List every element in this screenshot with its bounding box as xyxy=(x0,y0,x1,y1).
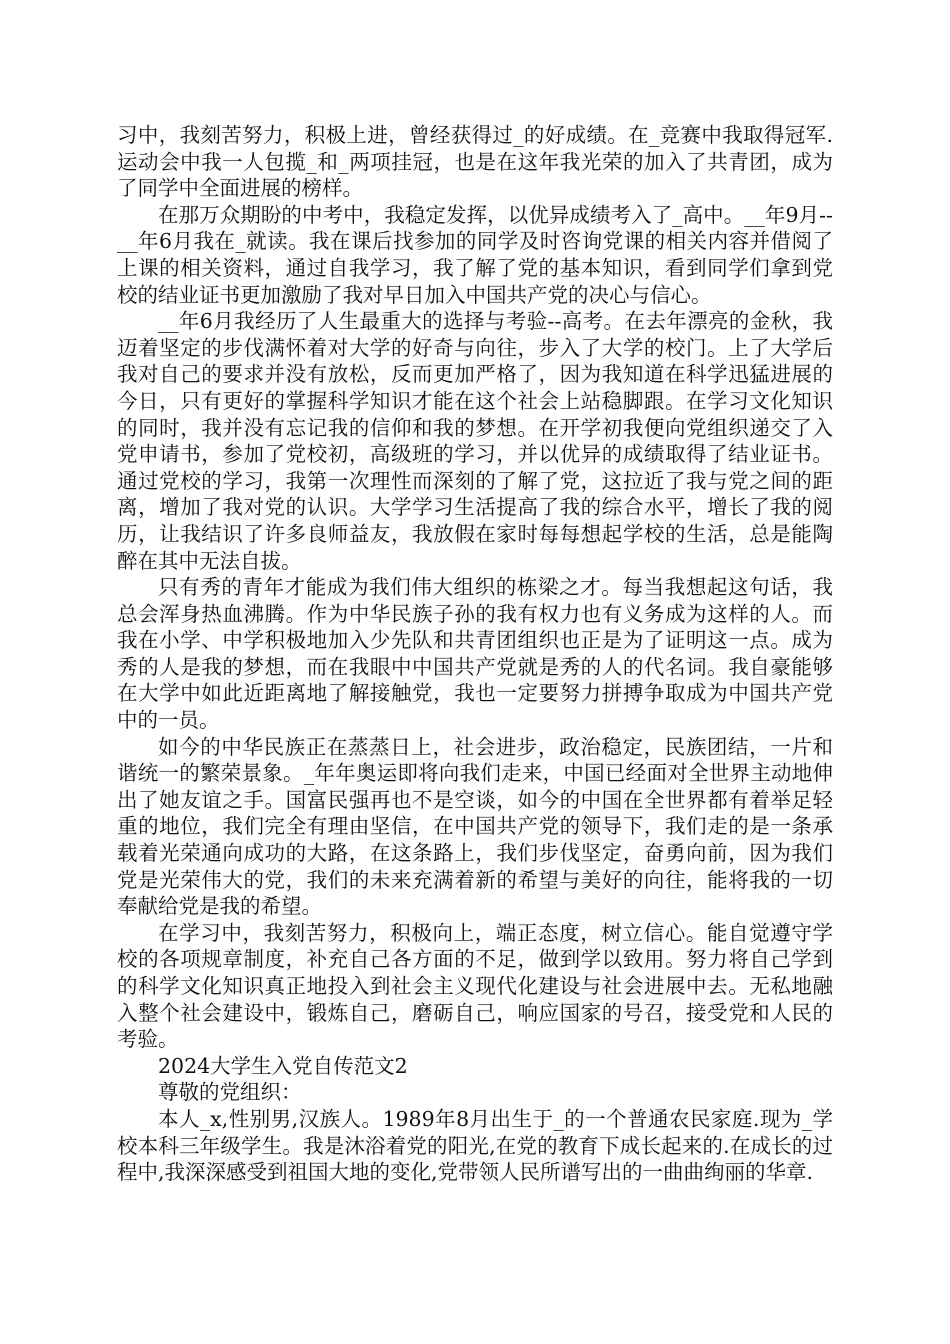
paragraph-college: __年6月我经历了人生最重大的选择与考验--高考。在去年漂亮的金秋，我迈着坚定的步伐满怀着对大学的好奇与向往，步入了大学的校门。上了大学后我对自己的要求并没有放松，反而更加严格了，因为我知道在科学迅猛进展的今日，只有更好的掌握科学知识才能在这个社会上站稳脚跟。在学习文化知识的同时，我并没有忘记我的信仰和我的梦想。在开学初我便向党组织递交了入党申请书，参加了党校初，高级班的学习，并以优异的成绩取得了结业证书。通过党校的学习，我第一次理性而深刻的了解了党，这拉近了我与党之间的距离，增加了我对党的认识。大学学习生活提高了我的综合水平，增长了我的阅历，让我结识了许多良师益友，我放假在家时每每想起学校的生活，总是能陶醉在其中无法自拔。 xyxy=(117,309,833,573)
paragraph-high-school: 在那万众期盼的中考中，我稳定发挥，以优异成绩考入了_高中。__年9月--__年6月我在_就读。我在课后找参加的同学及时咨询党课的相关内容并借阅了上课的相关资料，通过自我学习，我了解了党的基本知识，看到同学们拿到党校的结业证书更加激励了我对早日加入中国共产党的决心与信心。 xyxy=(117,202,833,307)
paragraph-introduction: 本人_x,性别男,汉族人。1989年8月出生于_的一个普通农民家庭.现为_学校本科三年级学生。我是沐浴着党的阳光,在党的教育下成长起来的.在成长的过程中,我深深感受到祖国大地的变化,党带领人民所谱写出的一曲曲绚丽的华章. xyxy=(117,1106,833,1185)
paragraph-continued: 习中，我刻苦努力，积极上进，曾经获得过_的好成绩。在_竞赛中我取得冠军.运动会中我一人包揽_和_两项挂冠，也是在这年我光荣的加入了共青团，成为了同学中全面进展的榜样。 xyxy=(117,123,833,201)
paragraph-aspiration: 只有秀的青年才能成为我们伟大组织的栋梁之才。每当我想起这句话，我总会浑身热血沸腾。作为中华民族子孙的我有权力也有义务成为这样的人。而我在小学、中学积极地加入少先队和共青团组织也正是为了证明这一点。成为秀的人是我的梦想，而在我眼中中国共产党就是秀的人的代名词。我自豪能够在大学中如此近距离地了解接触党，我也一定要努力拼搏争取成为中国共产党中的一员。 xyxy=(117,575,833,733)
salutation: 尊敬的党组织： xyxy=(158,1080,302,1105)
paragraph-study: 在学习中，我刻苦努力，积极向上，端正态度，树立信心。能自觉遵守学校的各项规章制度，补充自己各方面的不足，做到学以致用。努力将自己学到的科学文化知识真正地投入到社会主义现代化建设与社会进展中去。无私地融入整个社会建设中，锻炼自己，磨砺自己，响应国家的号召，接受党和人民的考验。 xyxy=(117,920,833,1052)
paragraph-nation: 如今的中华民族正在蒸蒸日上，社会进步，政治稳定，民族团结，一片和谐统一的繁荣景象。_年年奥运即将向我们走来，中国已经面对全世界主动地伸出了她友谊之手。国富民强再也不是空谈，如今的中国在全世界都有着举足轻重的地位，我们完全有理由坚信，在中国共产党的领导下，我们走的是一条承载着光荣通向成功的大路，在这条路上，我们步伐坚定，奋勇向前，因为我们党是光荣伟大的党，我们的未来充满着新的希望与美好的向往，能将我的一切奉献给党是我的希望。 xyxy=(117,734,833,919)
section-title: 2024大学生入党自传范文2 xyxy=(158,1053,408,1078)
document-page xyxy=(117,122,833,1186)
